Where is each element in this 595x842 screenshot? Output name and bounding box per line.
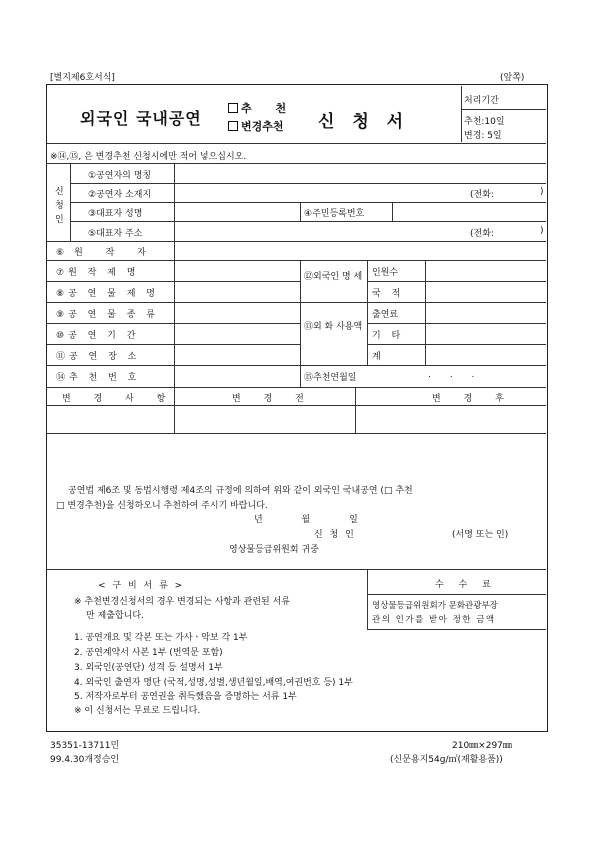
applicant-group-2: 청 <box>55 201 64 211</box>
label-fp-nation: 국 적 <box>372 289 405 299</box>
phone-close-1: ) <box>540 187 544 197</box>
footer-code: 35351-13711민 <box>50 741 120 751</box>
label-cur-total: 계 <box>372 352 381 362</box>
form-title: 외국인 국내공연 <box>80 109 202 128</box>
performance-title-field[interactable] <box>176 283 298 301</box>
period-field[interactable] <box>176 325 298 343</box>
label-change-before: 변 경 전 <box>232 394 314 404</box>
declaration-line-1: 공연법 제6조 및 동법시행령 제4조의 규정에 의하여 위와 같이 외국인 국내공연 (□ 추천 <box>68 486 413 496</box>
fp-fee-field[interactable] <box>427 304 544 322</box>
option-recommend-label: 추 천 <box>241 102 297 115</box>
processing-recommend: 추천:10일 <box>464 117 505 127</box>
label-change-item: 변 경 사 항 <box>62 394 176 404</box>
label-rep-name: ③대표자 성명 <box>88 209 143 219</box>
label-performance-title: ⑧공 연 물 제 명 <box>56 289 159 299</box>
label-rec-no: ⑭추 천 번 호 <box>56 373 141 383</box>
change-after-field[interactable] <box>357 407 544 431</box>
label-author: ⑥원 작 자 <box>56 248 156 258</box>
declaration-addressee: 영상물등급위원회 귀중 <box>229 545 319 555</box>
label-change-after: 변 경 후 <box>432 394 514 404</box>
label-reg-no: ④주민등록번호 <box>304 209 365 219</box>
declaration-sign: (서명 또는 인) <box>452 530 509 540</box>
declaration-line-2: □ 변경추천)을 신청하오니 추천하여 주시기 바랍니다. <box>56 501 268 511</box>
label-fp-fee: 출연료 <box>372 310 399 320</box>
fee-line-2: 관의 인가를 받아 정한 금액 <box>372 615 496 625</box>
checkbox-change[interactable] <box>228 121 238 131</box>
performer-address-field[interactable] <box>176 185 466 201</box>
author-field[interactable] <box>176 243 544 259</box>
page-side-label: (앞쪽) <box>500 73 525 83</box>
processing-change: 변경: 5일 <box>464 131 502 141</box>
applicant-group-3: 인 <box>55 215 64 225</box>
declaration-applicant: 신 청 인 <box>314 530 356 540</box>
fp-count-field[interactable] <box>427 262 544 280</box>
label-performance-type: ⑨공 연 물 종 류 <box>56 310 159 320</box>
cur-other-field[interactable] <box>427 325 544 343</box>
option-change[interactable] <box>228 118 284 134</box>
rec-date-dots: . . . <box>428 370 483 380</box>
option-recommend[interactable] <box>228 100 296 116</box>
label-rep-address: ⑤대표자 주소 <box>88 229 143 239</box>
rec-date-field[interactable] <box>369 367 544 385</box>
original-title-field[interactable] <box>176 262 298 280</box>
label-performer-address: ②공연자 소재지 <box>88 190 152 200</box>
change-item-field[interactable] <box>49 407 172 431</box>
label-currency: ⑬외 화 사용액 <box>304 322 363 332</box>
phone-close-2: ) <box>540 226 544 236</box>
rep-name-field[interactable] <box>176 204 298 220</box>
phone-label-2: (전화: <box>470 229 494 239</box>
phone-label-1: (전화: <box>470 190 494 200</box>
form-number: [별지제6호서식] <box>50 73 115 83</box>
label-fp-count: 인원수 <box>372 268 399 278</box>
reg-no-field[interactable] <box>394 204 544 220</box>
label-original-title: ⑦원 작 제 명 <box>56 268 140 278</box>
documents-title: < 구 비 서 류 > <box>98 581 185 591</box>
processing-label: 처리기간 <box>464 96 499 106</box>
label-venue: ⑪공 연 장 소 <box>56 352 141 362</box>
label-foreign-performer: ⑫외국인 명 세 <box>304 272 363 282</box>
rep-address-field[interactable] <box>176 223 466 239</box>
checkbox-recommend[interactable] <box>228 103 238 113</box>
documents-note-2: ※ 이 신청서는 무료로 드립니다. <box>74 706 201 716</box>
document-item-1: 1. 공연개요 및 각본 또는 가사ㆍ악보 각 1부 <box>74 633 248 643</box>
footer-approved: 99.4.30개정승인 <box>50 755 120 765</box>
footer-paper: (신문용지54g/㎡(재활용품)) <box>390 755 503 765</box>
option-change-label: 변경추천 <box>241 120 284 133</box>
rec-no-field[interactable] <box>176 367 298 385</box>
fee-title: 수 수 료 <box>435 580 497 590</box>
label-performer-name: ①공연자의 명칭 <box>88 171 152 181</box>
declaration-date: 년 월 일 <box>254 515 376 525</box>
label-rec-date: ⑮추천연월일 <box>304 373 357 383</box>
venue-field[interactable] <box>176 346 298 364</box>
applicant-group-1: 신 <box>55 187 64 197</box>
document-item-4: 4. 외국인 출연자 명단 (국적,성명,성별,생년월일,배역,여권번호 등) 1부 <box>74 678 353 688</box>
fee-line-1: 영상물등급위원회가 문화관광부장 <box>372 601 498 611</box>
performer-name-field[interactable] <box>176 165 544 181</box>
document-item-2: 2. 공연계약서 사본 1부 (번역문 포함) <box>74 648 223 658</box>
cur-total-field[interactable] <box>427 346 544 364</box>
instruction-note: ※⑭,⑮, 은 변경추천 신청시에만 적어 넣으십시오. <box>50 152 247 162</box>
change-before-field[interactable] <box>176 407 353 431</box>
fp-nation-field[interactable] <box>427 283 544 301</box>
performance-type-field[interactable] <box>176 304 298 322</box>
label-period: ⑩공 연 기 간 <box>56 331 140 341</box>
label-cur-other: 기 타 <box>372 331 405 341</box>
footer-size: 210㎜×297㎜ <box>452 741 512 751</box>
document-item-3: 3. 외국인(공연단) 성격 등 설명서 1부 <box>74 663 223 673</box>
document-item-5: 5. 저작자로부터 공연권을 취득했음을 증명하는 서류 1부 <box>74 692 297 702</box>
form-title-suffix: 신 청 서 <box>318 112 410 132</box>
documents-note-1: ※ 추천변경신청서의 경우 변경되는 사항과 관련된 서류 <box>74 597 290 607</box>
documents-note-1b: 만 제출합니다. <box>86 611 144 621</box>
